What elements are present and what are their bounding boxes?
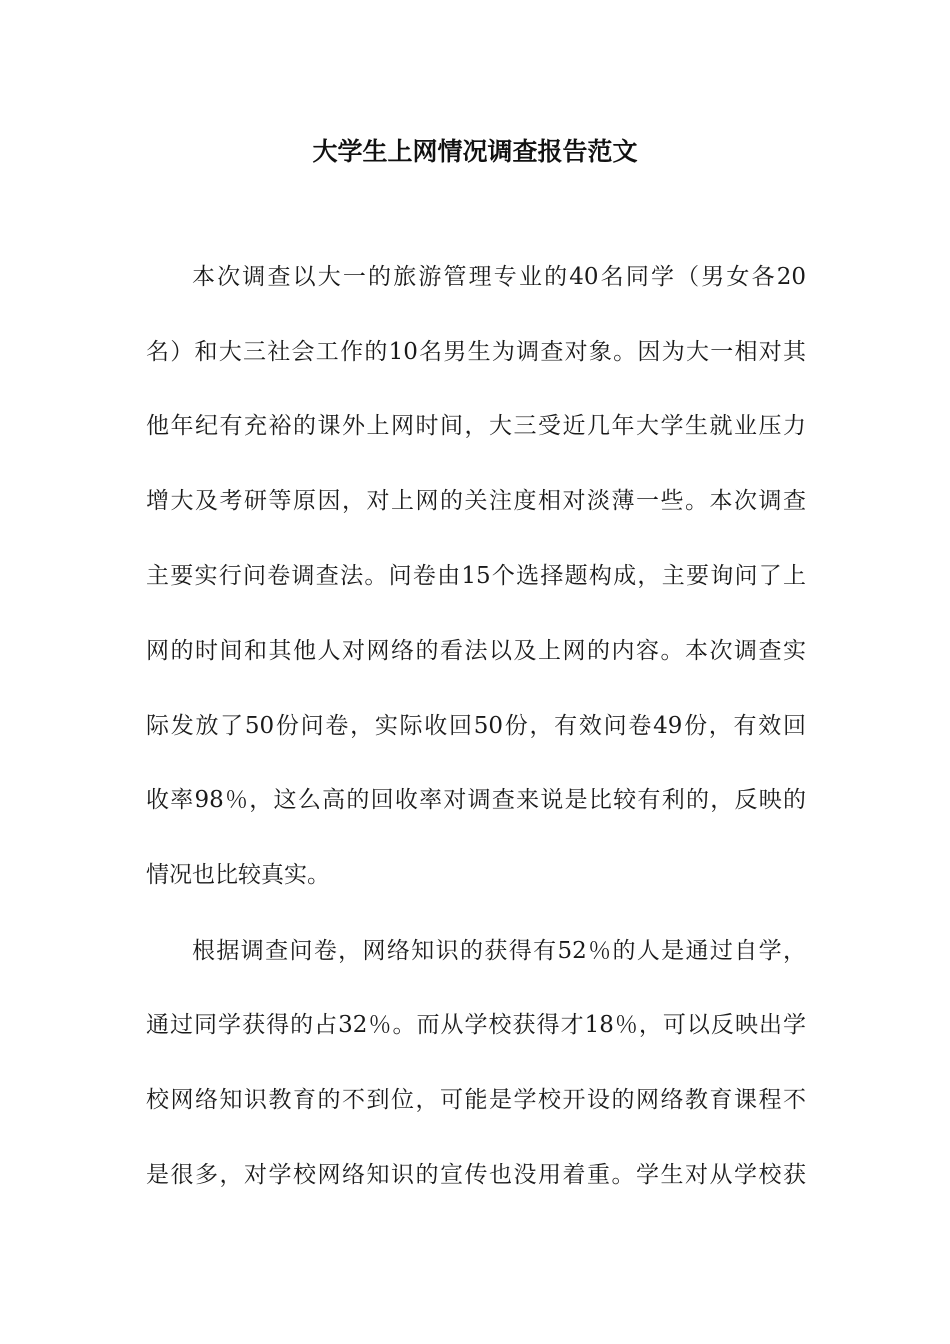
- body-line: 名）和大三社会工作的10名男生为调查对象。因为大一相对其: [146, 339, 806, 365]
- body-line: 本次调查以大一的旅游管理专业的40名同学（男女各20: [192, 264, 806, 290]
- body-line: 际发放了50份问卷，实际收回50份，有效问卷49份，有效回: [146, 713, 806, 739]
- body-line: 收率98％，这么高的回收率对调查来说是比较有利的，反映的: [146, 787, 806, 813]
- document-title: 大学生上网情况调查报告范文: [312, 137, 638, 166]
- body-line: 校网络知识教育的不到位，可能是学校开设的网络教育课程不: [146, 1087, 806, 1113]
- body-line: 根据调查问卷，网络知识的获得有52％的人是通过自学，: [192, 938, 806, 964]
- body-line: 主要实行问卷调查法。问卷由15个选择题构成，主要询问了上: [146, 563, 806, 589]
- body-line: 情况也比较真实。: [146, 862, 330, 888]
- body-line: 网的时间和其他人对网络的看法以及上网的内容。本次调查实: [146, 638, 806, 664]
- body-line: 增大及考研等原因，对上网的关注度相对淡薄一些。本次调查: [146, 488, 806, 514]
- body-line: 是很多，对学校网络知识的宣传也没用着重。学生对从学校获: [146, 1162, 806, 1188]
- body-line: 他年纪有充裕的课外上网时间，大三受近几年大学生就业压力: [146, 413, 806, 439]
- body-line: 通过同学获得的占32％。而从学校获得才18％，可以反映出学: [146, 1012, 806, 1038]
